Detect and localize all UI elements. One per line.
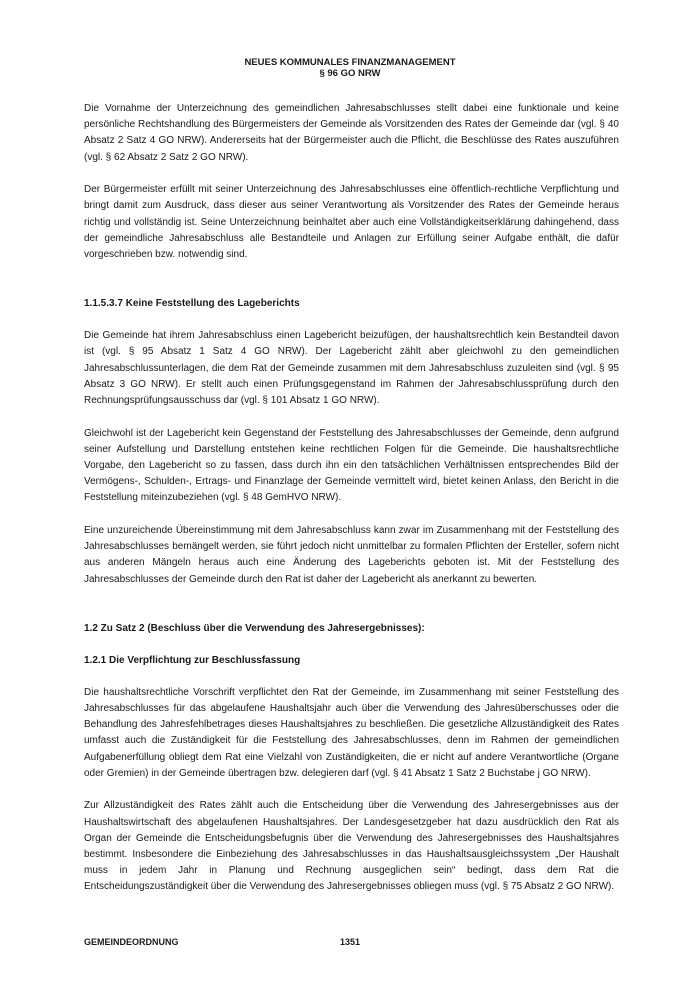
- subsection-heading: 1.2.1 Die Verpflichtung zur Beschlussfassung: [84, 654, 301, 666]
- paragraph: Der Bürgermeister erfüllt mit seiner Unterzeichnung des Jahresabschlusses eine öffentlich-rechtliche Verpflichtung und bringt damit zum Ausdruck, dass dieser aus seiner Verantwortung als Vorsitzender des Rates der Gemeinde heraus richtig und vollständig ist. Seine Unterzeichnung beinhaltet aber auch eine Vollständigkeitserklärung dahingehend, dass der gemeindliche Jahresabschluss alle Bestandteile und Anlagen zur Erfüllung seiner Aufgabe enthält, die dafür vorgeschrieben bzw. notwendig sind.: [84, 184, 619, 261]
- section-heading: 1.2 Zu Satz 2 (Beschluss über die Verwendung des Jahresergebnisses):: [84, 622, 425, 634]
- paragraph: Die Gemeinde hat ihrem Jahresabschluss einen Lagebericht beizufügen, der haushaltsrechtlich kein Bestandteil davon ist (vgl. § 95 Absatz 1 Satz 4 GO NRW). Der Lagebericht zählt aber gleichwohl zu den gemeindlichen Jahresabschlussunterlagen, die dem Rat der Gemeinde zusammen mit dem Jahresabschluss zuzuleiten sind (vgl. § 95 Absatz 3 GO NRW). Er stellt auch einen Prüfungsgegenstand im Rahmen der Jahresabschlussprüfung durch den Rechnungsprüfungsausschuss dar (vgl. § 101 Absatz 1 GO NRW).: [84, 330, 619, 407]
- section-heading: 1.1.5.3.7 Keine Feststellung des Lageberichts: [84, 298, 300, 310]
- paragraph: Zur Allzuständigkeit des Rates zählt auch die Entscheidung über die Verwendung des Jahresergebnisses aus der Haushaltswirtschaft des abgelaufenen Haushaltsjahres. Der Landesgesetzgeber hat dazu ausdrücklich den Rat als Organ der Gemeinde die Entscheidungsbefugnis über die Verwendung des Jahresergebnisses des Haushaltsjahres bestimmt. Insbesondere die Einbeziehung des Jahresabschlusses in das Haushaltsausgleichssystem „Der Haushalt muss in jedem Jahr in Planung und Rechnung ausgeglichen sein“ bedingt, dass dem Rat die Entscheidungszuständigkeit über die Verwendung des Jahresergebnisses obliegen muss (vgl. § 75 Absatz 2 GO NRW).: [84, 800, 619, 893]
- paragraph: Die haushaltsrechtliche Vorschrift verpflichtet den Rat der Gemeinde, im Zusammenhang mit seiner Feststellung des Jahresabschlusses für das abgelaufene Haushaltsjahr auch über die Verwendung des Jahresüberschusses oder die Behandlung des Jahresfehlbetrages dieses Haushaltsjahres zu beschließen. Die gesetzliche Allzuständigkeit des Rates umfasst auch die Zuständigkeit für die Feststellung des Jahresabschlusses, denn im Rahmen der gemeindlichen Aufgabenerfüllung obliegt dem Rat eine Vielzahl von Zuständigkeiten, die er nicht auf andere Verantwortliche (Organe oder Gremien) in der Gemeinde übertragen bzw. delegieren darf (vgl. § 41 Absatz 1 Satz 2 Buchstabe j GO NRW).: [84, 686, 619, 779]
- paragraph: Gleichwohl ist der Lagebericht kein Gegenstand der Feststellung des Jahresabschlusses der Gemeinde, denn aufgrund seiner Aufstellung und Darstellung entstehen keine rechtlichen Folgen für die Gemeinde. Die haushaltsrechtliche Vorgabe, den Lagebericht so zu fassen, dass durch ihn ein den tatsächlichen Verhältnissen entsprechendes Bild der Vermögens-, Schulden-, Ertrags- und Finanzlage der Gemeinde vermittelt wird, bietet keinen Anlass, den Bericht in die Feststellung miteinzubeziehen (vgl. § 48 GemHVO NRW).: [84, 427, 619, 504]
- footer-title: GEMEINDEORDNUNG: [84, 937, 179, 947]
- header-section: § 96 GO NRW: [319, 68, 381, 79]
- paragraph: Eine unzureichende Übereinstimmung mit dem Jahresabschluss kann zwar im Zusammenhang mit der Feststellung des Jahresabschlusses bemängelt werden, sie führt jedoch nicht unmittelbar zu formalen Pflichten der Ersteller, sofern nicht aus anderen Mängeln heraus auch eine Änderung des Lageberichts geboten ist. Mit der Feststellung des Jahresabschlusses der Gemeinde durch den Rat ist daher der Lagebericht als anerkannt zu bewerten.: [84, 525, 619, 585]
- page-number: 1351: [340, 937, 361, 947]
- paragraph: Die Vornahme der Unterzeichnung des gemeindlichen Jahresabschlusses stellt dabei eine funktionale und keine persönliche Rechtshandlung des Bürgermeisters der Gemeinde als Vorsitzenden des Rates der Gemeinde dar (vgl. § 40 Absatz 2 Satz 4 GO NRW). Andererseits hat der Bürgermeister auch die Pflicht, die Beschlüsse des Rates auszuführen (vgl. § 62 Absatz 2 Satz 2 GO NRW).: [84, 103, 619, 163]
- page-header: [0, 57, 700, 79]
- document-body: [84, 101, 619, 896]
- header-title: NEUES KOMMUNALES FINANZMANAGEMENT: [244, 57, 456, 68]
